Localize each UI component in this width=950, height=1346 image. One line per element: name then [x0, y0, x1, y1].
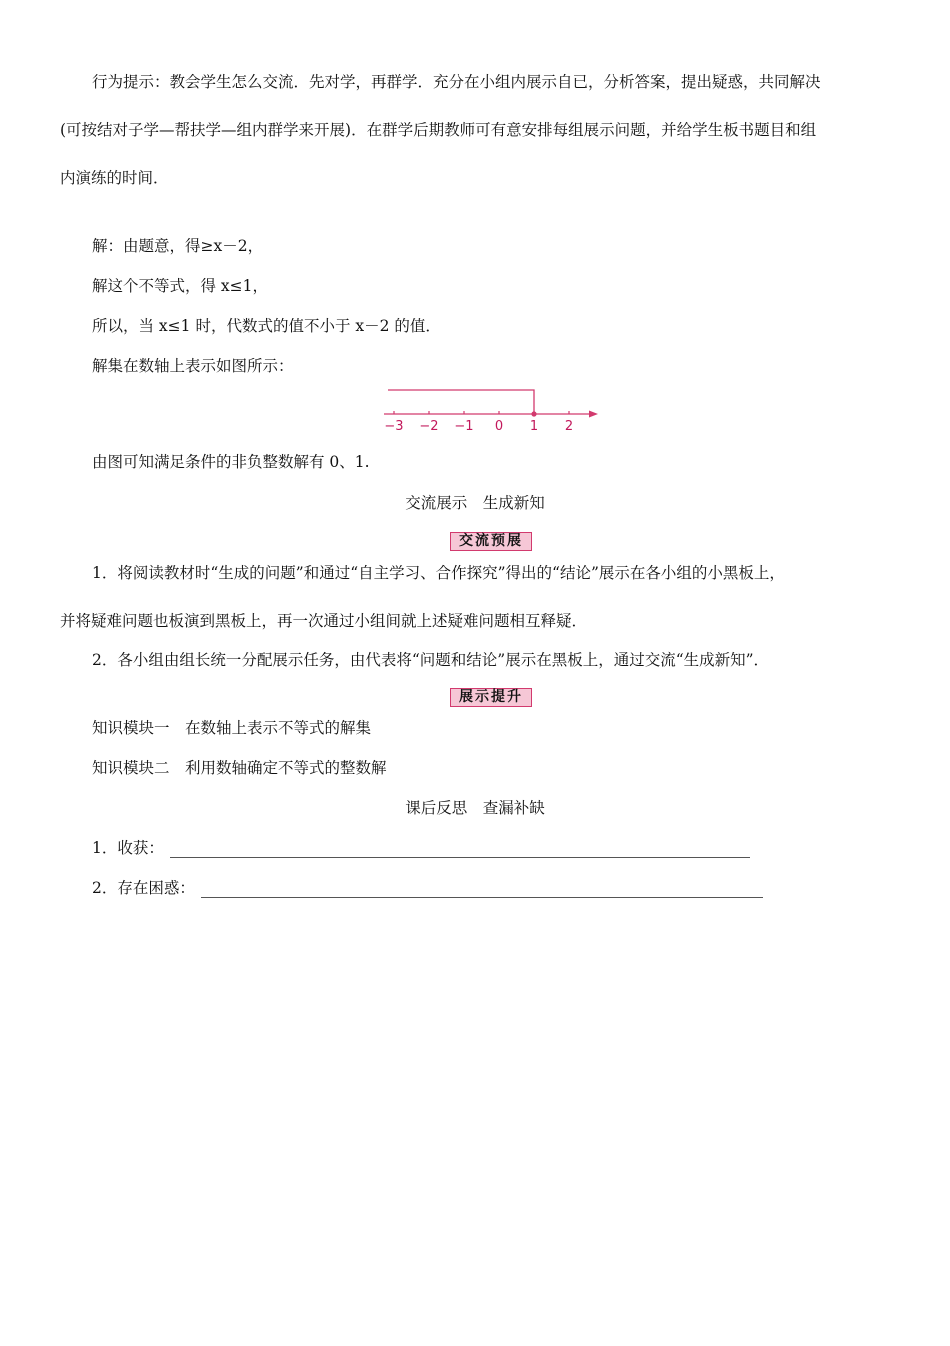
- badge-show-improve: 展示提升: [450, 688, 532, 707]
- item-2: 2．各小组由组长统一分配展示任务，由代表将“问题和结论”展示在黑板上，通过交流“生成新知”．: [92, 651, 770, 669]
- hint-line-3: 内演练的时间．: [60, 169, 169, 187]
- reflection-confusion-label: 2．存在困惑：: [92, 879, 195, 897]
- item-1-line-1: 1．将阅读教材时“生成的问题”和通过“自主学习、合作探究”得出的“结论”展示在各小组的小黑板上，: [92, 564, 785, 582]
- hint-line-2: (可按结对子学—帮扶学—组内群学来开展)．在群学后期教师可有意安排每组展示问题，并给学生板书题目和组: [60, 121, 817, 139]
- tick-label: 0: [494, 419, 504, 434]
- solution-line-4: 解集在数轴上表示如图所示：: [92, 357, 294, 375]
- tick-label: −3: [384, 419, 404, 434]
- hint-line-1: 行为提示：教会学生怎么交流．先对学，再群学．充分在小组内展示自已，分析答案，提出疑惑，共同解决: [92, 73, 821, 91]
- gains-blank-line[interactable]: [170, 843, 750, 858]
- module-1: 知识模块一 在数轴上表示不等式的解集: [92, 719, 372, 737]
- reflection-gains-label: 1．收获：: [92, 839, 164, 857]
- section-title-reflection: 课后反思 查漏补缺: [405, 799, 545, 817]
- reflection-gains: [92, 838, 750, 858]
- solution-line-3: 所以，当 x≤1 时，代数式的值不小于 x－2 的值．: [92, 317, 441, 335]
- tick-label: −2: [419, 419, 439, 434]
- reflection-confusion: [92, 878, 763, 898]
- tick-label: 1: [529, 419, 539, 434]
- tick-label: 2: [564, 419, 574, 434]
- module-2: 知识模块二 利用数轴确定不等式的整数解: [92, 759, 387, 777]
- solution-line-1: 解：由题意，得≥x－2，: [92, 237, 264, 255]
- section-title-exchange: 交流展示 生成新知: [405, 494, 545, 512]
- badge-exchange-preview: 交流预展: [450, 532, 532, 551]
- solution-conclusion: 由图可知满足条件的非负整数解有 0、1.: [92, 453, 370, 471]
- solution-bracket: [388, 390, 534, 414]
- tick-label: −1: [454, 419, 474, 434]
- item-1-line-2: 并将疑难问题也板演到黑板上，再一次通过小组间就上述疑难问题相互释疑．: [60, 612, 588, 630]
- number-line-figure: [378, 384, 608, 440]
- solution-line-2: 解这个不等式，得 x≤1，: [92, 277, 269, 295]
- axis-arrow: [589, 411, 598, 418]
- confusion-blank-line[interactable]: [201, 883, 763, 898]
